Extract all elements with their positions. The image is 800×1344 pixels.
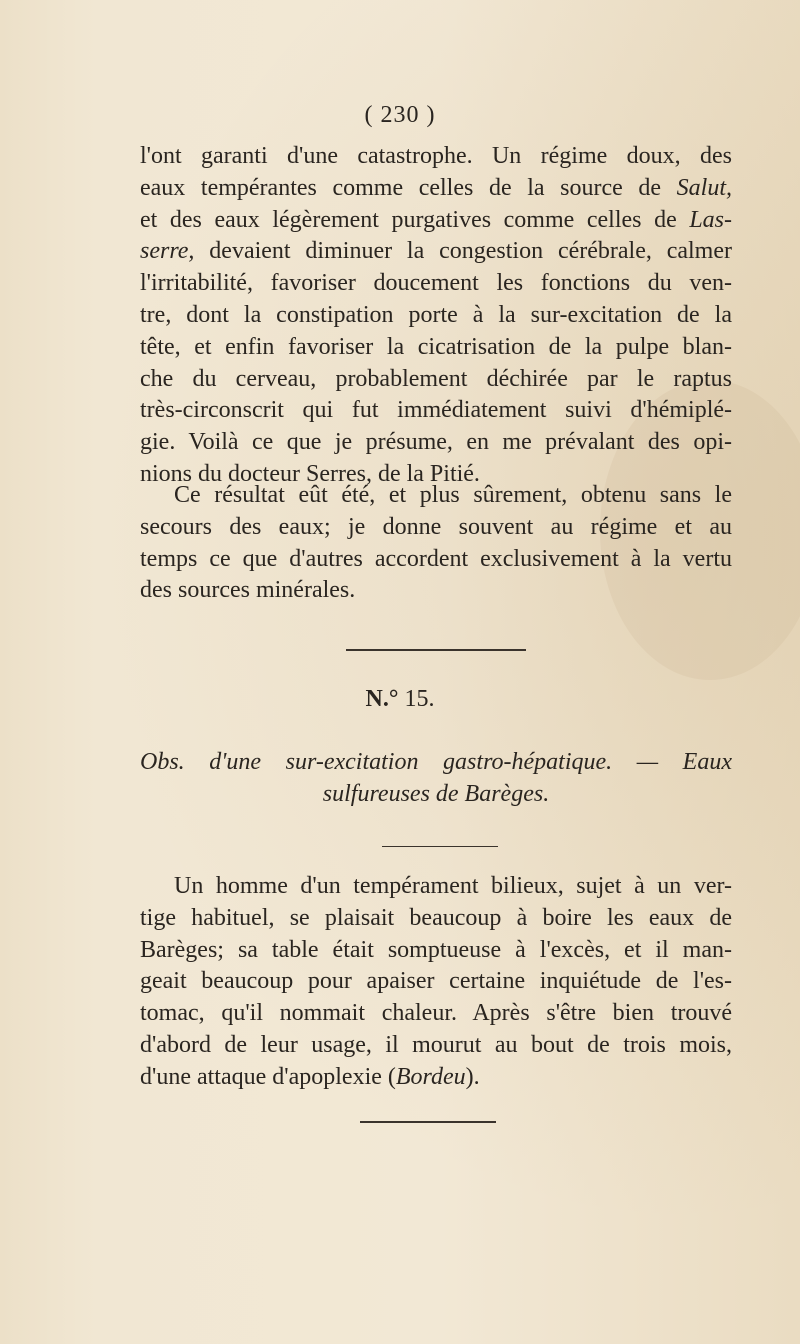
observation-number-value: 15. (404, 686, 435, 712)
text-line (140, 427, 732, 459)
text-line (140, 512, 732, 544)
text-line (140, 300, 732, 332)
italic-text: Salut, (676, 174, 732, 201)
observation-title (140, 746, 732, 810)
text-segment: des sources minérales. (140, 577, 356, 604)
text-segment: geait beaucoup pour apaiser certaine inquiétude de l'es- (140, 968, 732, 995)
italic-text: Bordeu (395, 1063, 466, 1090)
text-segment: Ce résultat eût été, et plus sûrement, obtenu sans le (174, 482, 732, 508)
text-segment: tête, et enfin favoriser la cicatrisation de la pulpe blan- (140, 333, 732, 360)
paragraph-1 (140, 141, 732, 491)
text-line (140, 1062, 732, 1094)
title-divider (382, 846, 498, 847)
text-line (140, 871, 732, 903)
text-line (140, 480, 732, 512)
text-segment: temps ce que d'autres accordent exclusivement à la vertu (140, 545, 732, 572)
text-line (140, 1030, 732, 1062)
text-segment: secours des eaux; je donne souvent au régime et au (140, 513, 732, 540)
text-segment: et des eaux légèrement purgatives comme celles de (140, 206, 690, 233)
italic-text: serre, (140, 238, 195, 265)
text-line (140, 236, 732, 268)
text-segment: tre, dont la constipation porte à la sur-excitation de la (140, 301, 732, 328)
text-line (140, 575, 732, 607)
text-segment: l'ont garanti d'une catastrophe. Un régime doux, des (140, 143, 732, 169)
observation-title-line-2: sulfureuses de Barèges. (322, 781, 550, 807)
text-line (140, 205, 732, 237)
text-segment: Barèges; sa table était somptueuse à l'excès, et il man- (140, 936, 732, 963)
end-divider (360, 1121, 496, 1123)
text-segment: l'irritabilité, favoriser doucement les fonctions du ven- (140, 270, 732, 297)
text-segment: ). (465, 1063, 480, 1090)
paragraph-1-text (140, 141, 732, 491)
observation-number-prefix: N.° (365, 686, 399, 712)
text-line (140, 998, 732, 1030)
text-line (140, 966, 732, 998)
text-segment: Un homme d'un tempérament bilieux, sujet à un ver- (174, 873, 732, 899)
text-segment: gie. Voilà ce que je présume, en me prévalant des opi- (140, 429, 732, 456)
text-line (140, 935, 732, 967)
text-line (140, 395, 732, 427)
text-line (140, 544, 732, 576)
text-line (140, 364, 732, 396)
section-divider (346, 649, 526, 651)
paragraph-2-text (140, 480, 732, 607)
text-segment: d'abord de leur usage, il mourut au bout de trois mois, (140, 1031, 732, 1058)
text-segment: che du cerveau, probablement déchirée par le raptus (140, 365, 732, 392)
text-segment: d'une attaque d'apoplexie ( (140, 1063, 396, 1090)
text-segment: devaient diminuer la congestion cérébrale, calmer (194, 238, 732, 265)
page-number: ( 230 ) (364, 102, 436, 128)
text-segment: tomac, qu'il nommait chaleur. Après s'être bien trouvé (140, 1000, 732, 1027)
observation-number (0, 686, 800, 713)
text-line (140, 268, 732, 300)
text-segment: très-circonscrit qui fut immédiatement suivi d'hémiplé- (140, 397, 732, 424)
paragraph-3-text (140, 871, 732, 1094)
text-segment: tige habituel, se plaisait beaucoup à boire les eaux de (140, 904, 732, 931)
text-line (140, 332, 732, 364)
text-segment: eaux tempérantes comme celles de la source de (140, 174, 677, 201)
paragraph-2 (140, 480, 732, 607)
observation-title-line-1: Obs. d'une sur-excitation gastro-hépatique. — Eaux (140, 749, 732, 775)
text-line (140, 141, 732, 173)
italic-text: Las- (689, 206, 732, 233)
text-line (140, 903, 732, 935)
paragraph-3 (140, 871, 732, 1094)
text-line (140, 173, 732, 205)
text-segment: nions du docteur Serres, de la Pitié. (140, 460, 480, 487)
